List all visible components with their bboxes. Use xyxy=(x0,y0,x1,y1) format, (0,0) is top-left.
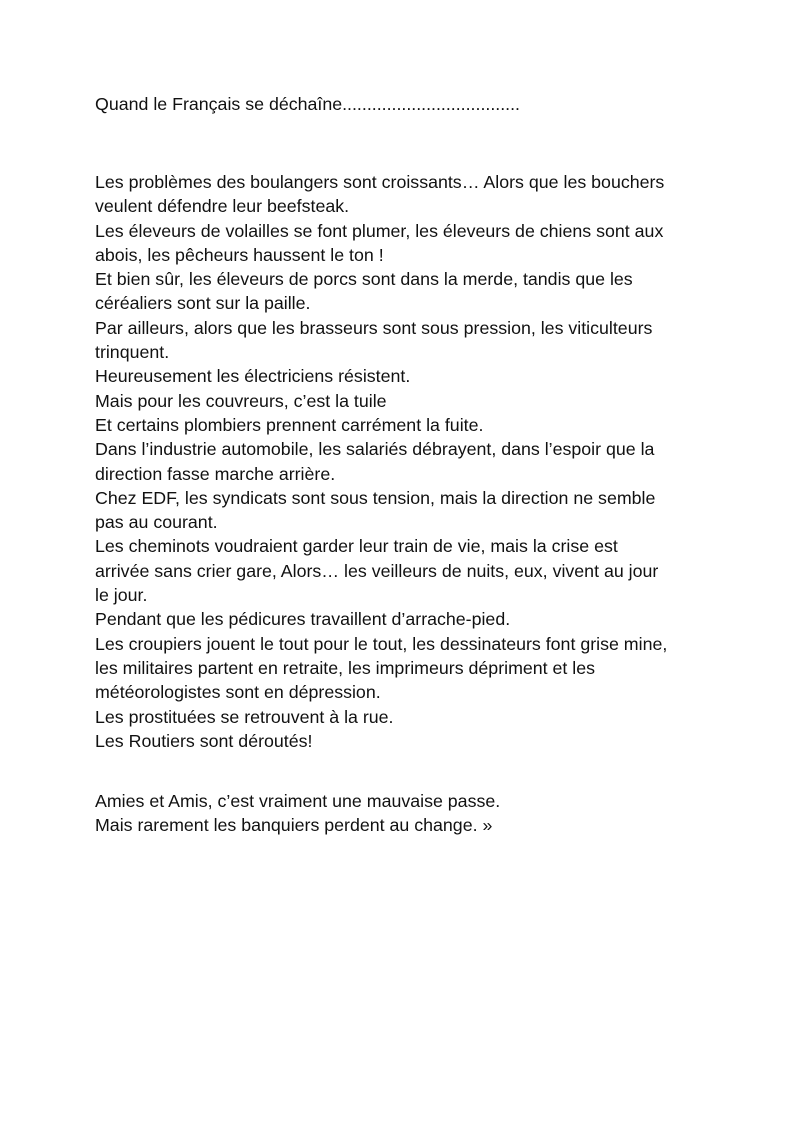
text-line: Les cheminots voudraient garder leur train de vie, mais la crise est xyxy=(95,536,618,557)
document-body xyxy=(95,170,715,753)
text-line: Les croupiers jouent le tout pour le tout, les dessinateurs font grise mine, xyxy=(95,633,668,654)
text-line: Les prostituées se retrouvent à la rue. xyxy=(95,706,394,727)
text-line: Dans l’industrie automobile, les salariés débrayent, dans l’espoir que la xyxy=(95,439,655,460)
text-line: météorologistes sont en dépression. xyxy=(95,682,381,703)
document-title: Quand le Français se déchaîne.................................... xyxy=(95,94,520,114)
text-line: Heureusement les électriciens résistent. xyxy=(95,366,411,387)
text-line: trinquent. xyxy=(95,342,170,363)
text-line: céréaliers sont sur la paille. xyxy=(95,293,311,314)
text-line: Les problèmes des boulangers sont croissants… Alors que les bouchers xyxy=(95,172,665,192)
text-line: Et certains plombiers prennent carrément la fuite. xyxy=(95,414,484,435)
text-line: pas au courant. xyxy=(95,512,218,533)
text-line: arrivée sans crier gare, Alors… les veilleurs de nuits, eux, vivent au jour xyxy=(95,560,659,581)
text-line: direction fasse marche arrière. xyxy=(95,463,336,484)
text-line: veulent défendre leur beefsteak. xyxy=(95,196,350,217)
text-line: les militaires partent en retraite, les imprimeurs dépriment et les xyxy=(95,657,596,678)
text-line: abois, les pêcheurs haussent le ton ! xyxy=(95,244,384,265)
closing-line: Mais rarement les banquiers perdent au change. » xyxy=(95,815,493,836)
text-line: Pendant que les pédicures travaillent d’arrache-pied. xyxy=(95,609,511,630)
text-line: Et bien sûr, les éleveurs de porcs sont dans la merde, tandis que les xyxy=(95,269,633,290)
closing-paragraph xyxy=(95,789,715,838)
text-line: Mais pour les couvreurs, c’est la tuile xyxy=(95,390,387,411)
text-line: Les Routiers sont déroutés! xyxy=(95,730,313,751)
text-line: le jour. xyxy=(95,585,148,606)
closing-line: Amies et Amis, c’est vraiment une mauvaise passe. xyxy=(95,791,501,811)
text-line: Par ailleurs, alors que les brasseurs sont sous pression, les viticulteurs xyxy=(95,317,653,338)
text-line: Chez EDF, les syndicats sont sous tension, mais la direction ne semble xyxy=(95,487,656,508)
text-line: Les éleveurs de volailles se font plumer, les éleveurs de chiens sont aux xyxy=(95,220,664,241)
